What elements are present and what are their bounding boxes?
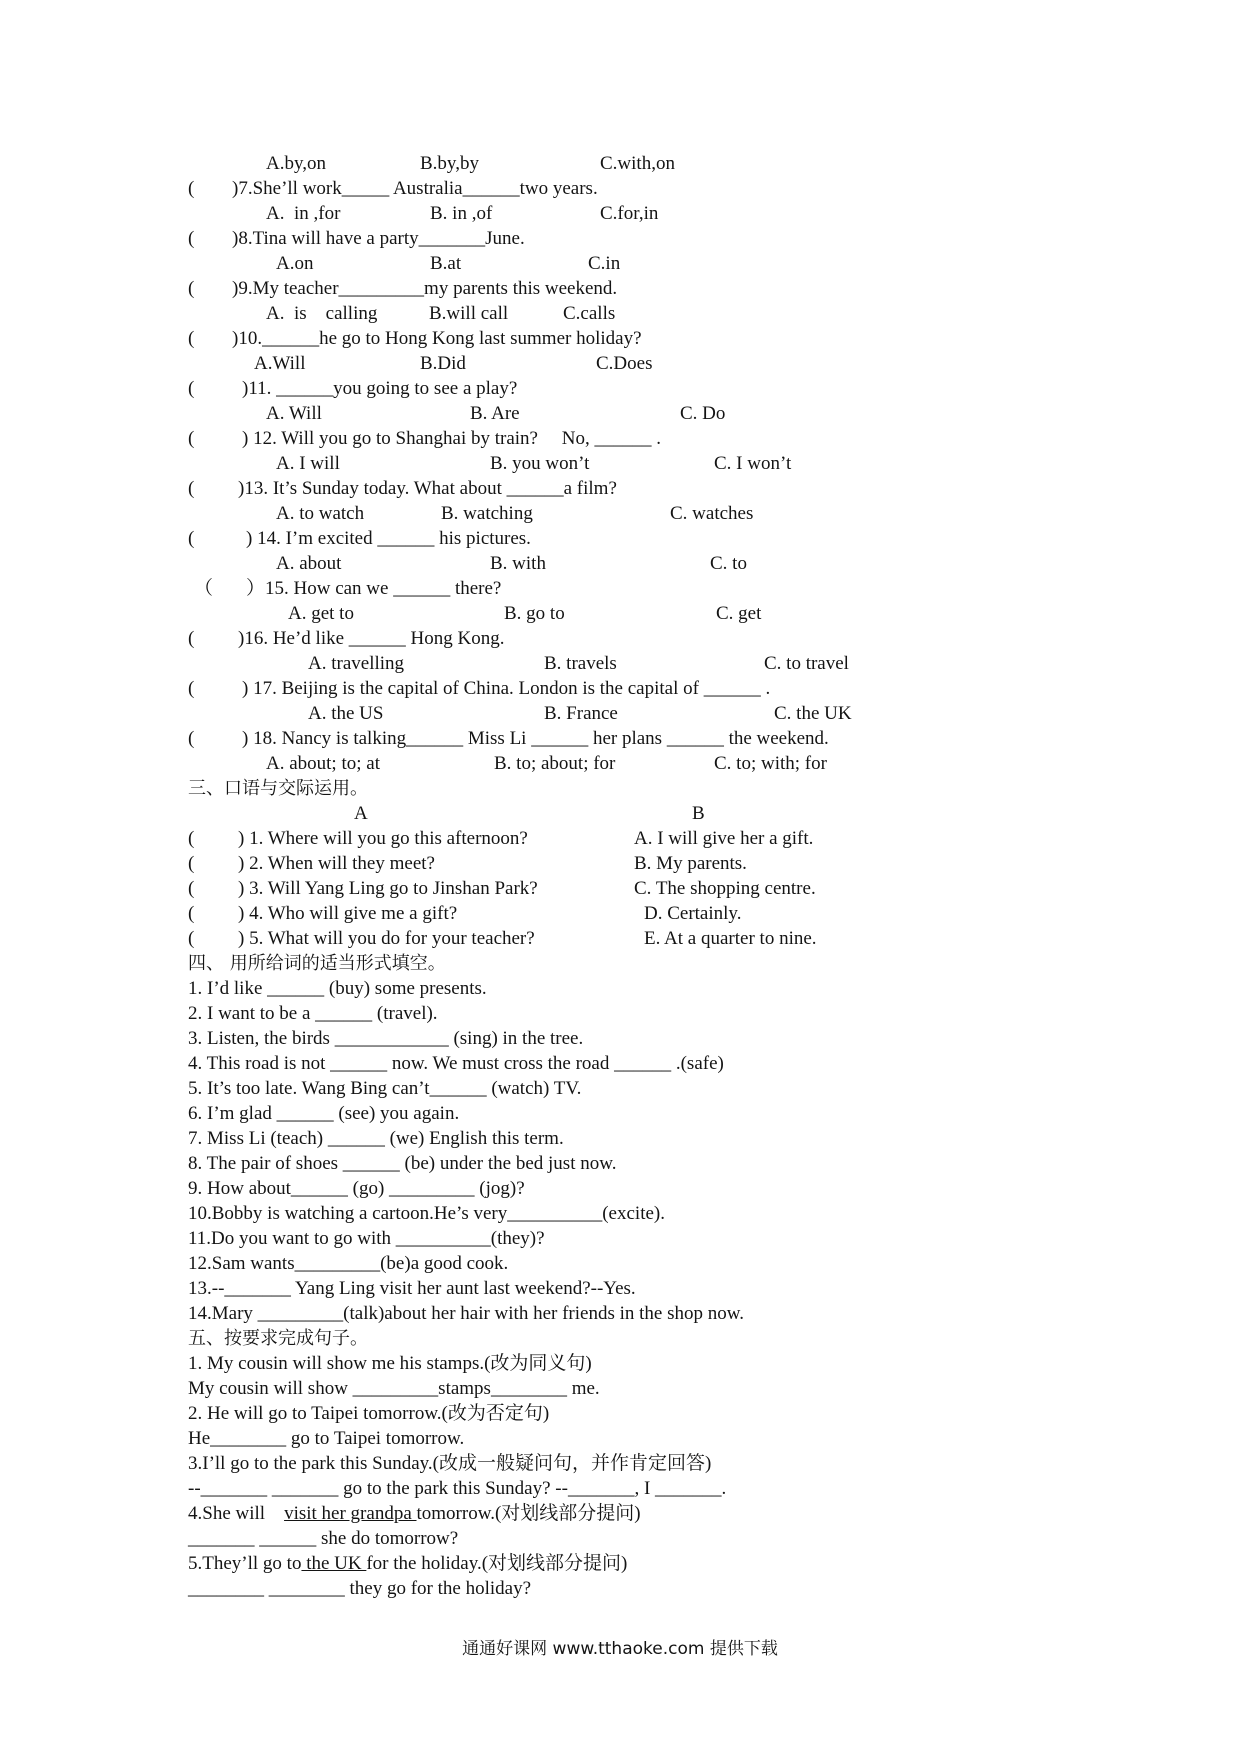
fill-item-9: 9. How about______ (go) _________ (jog)? [188, 1178, 525, 1199]
matching-answer: A. I will give her a gift. [634, 828, 814, 849]
answer-bracket[interactable]: ( [188, 178, 195, 199]
answer-bracket[interactable]: ( [188, 278, 195, 299]
matching-row-5 [188, 926, 817, 951]
fill-item-6: 6. I’m glad ______ (see) you again. [188, 1103, 460, 1124]
option-a: A.by,on [266, 153, 326, 174]
matching-question: ) 1. Where will you go this afternoon? [238, 828, 528, 849]
transform-2-prompt: 2. He will go to Taipei tomorrow.(改为否定句) [188, 1403, 550, 1424]
answer-bracket[interactable]: ( [188, 928, 195, 949]
question-stem: ) 12. Will you go to Shanghai by train? No, ______ . [242, 428, 661, 449]
option-c: C. to; with; for [714, 753, 827, 774]
answer-bracket[interactable]: ( [188, 528, 195, 549]
option-b: B.by,by [420, 153, 479, 174]
fill-item-7: 7. Miss Li (teach) ______ (we) English this term. [188, 1128, 564, 1149]
question-10 [188, 326, 642, 351]
option-a: A. the US [308, 703, 384, 724]
transform-4-answer: _______ ______ she do tomorrow? [188, 1528, 459, 1549]
answer-bracket[interactable]: ( [188, 728, 195, 749]
column-a-header: A [354, 803, 368, 824]
section-3-title: 三、口语与交际运用。 [188, 778, 368, 799]
underlined-part: the UK [301, 1553, 367, 1574]
option-c: C. watches [670, 503, 754, 524]
fill-item-11: 11.Do you want to go with __________(they)? [188, 1228, 545, 1249]
option-c: C. to [710, 553, 747, 574]
matching-question: ) 3. Will Yang Ling go to Jinshan Park? [238, 878, 538, 899]
fill-item-3: 3. Listen, the birds ____________ (sing) in the tree. [188, 1028, 584, 1049]
fill-item-5: 5. It’s too late. Wang Bing can’t______ (watch) TV. [188, 1078, 582, 1099]
answer-bracket[interactable]: ( [188, 878, 195, 899]
question-11 [188, 376, 517, 401]
question-stem: )13. It’s Sunday today. What about ______a film? [238, 478, 617, 499]
matching-row-4 [188, 901, 742, 926]
matching-question: ) 2. When will they meet? [238, 853, 435, 874]
transform-3-prompt: 3.I’ll go to the park this Sunday.(改成一般疑问句，并作肯定回答) [188, 1453, 712, 1474]
option-b: B.at [430, 253, 462, 274]
option-c: C. get [716, 603, 762, 624]
transform-4-prompt [188, 1501, 641, 1526]
fill-item-4: 4. This road is not ______ now. We must cross the road ______ .(safe) [188, 1053, 724, 1074]
matching-row-3 [188, 876, 816, 901]
matching-question: ) 5. What will you do for your teacher? [238, 928, 535, 949]
prompt-text: for the holiday.(对划线部分提问) [366, 1553, 628, 1574]
transform-3-answer: --_______ _______ go to the park this Sunday? --_______, I _______. [188, 1478, 727, 1499]
question-stem: )8.Tina will have a party_______June. [232, 228, 525, 249]
question-18 [188, 726, 829, 751]
option-a: A. I will [276, 453, 340, 474]
question-14 [188, 526, 531, 551]
transform-2-answer: He________ go to Taipei tomorrow. [188, 1428, 465, 1449]
question-stem: ) 17. Beijing is the capital of China. London is the capital of ______ . [242, 678, 771, 699]
answer-bracket[interactable]: ( [188, 428, 195, 449]
question-stem: )11. ______you going to see a play? [242, 378, 518, 399]
question-15 [194, 576, 501, 601]
option-b: B. travels [544, 653, 617, 674]
transform-5-answer: ________ ________ they go for the holiday? [188, 1578, 532, 1599]
option-c: C. Do [680, 403, 726, 424]
transform-1-prompt: 1. My cousin will show me his stamps.(改为同义句) [188, 1353, 592, 1374]
section-4-title: 四、 用所给词的适当形式填空。 [188, 953, 446, 974]
matching-question: ) 4. Who will give me a gift? [238, 903, 458, 924]
option-a: A.Will [254, 353, 306, 374]
answer-bracket[interactable]: （ [194, 578, 214, 599]
column-b-header: B [692, 803, 705, 824]
answer-bracket[interactable]: ( [188, 853, 195, 874]
matching-row-1 [188, 826, 814, 851]
fill-item-13: 13.--_______ Yang Ling visit her aunt last weekend?--Yes. [188, 1278, 636, 1299]
transform-1-answer: My cousin will show _________stamps________ me. [188, 1378, 600, 1399]
answer-bracket[interactable]: ( [188, 903, 195, 924]
option-b: B.Did [420, 353, 466, 374]
option-b: B.will call [429, 303, 509, 324]
question-13 [188, 476, 617, 501]
matching-answer: C. The shopping centre. [634, 878, 816, 899]
question-stem: ) 18. Nancy is talking______ Miss Li ______ her plans ______ the weekend. [242, 728, 829, 749]
fill-item-8: 8. The pair of shoes ______ (be) under the bed just now. [188, 1153, 617, 1174]
option-c: C.with,on [600, 153, 675, 174]
option-a: A. about [276, 553, 342, 574]
question-stem: )16. He’d like ______ Hong Kong. [238, 628, 505, 649]
answer-bracket[interactable]: ( [188, 328, 195, 349]
fill-item-14: 14.Mary _________(talk)about her hair with her friends in the shop now. [188, 1303, 744, 1324]
option-a: A. to watch [276, 503, 365, 524]
fill-item-10: 10.Bobby is watching a cartoon.He’s very__________(excite). [188, 1203, 665, 1224]
prompt-text: 5.They’ll go to [188, 1553, 302, 1574]
page-footer: 通通好课网 www.tthaoke.com 提供下载 [462, 1639, 778, 1659]
fill-item-12: 12.Sam wants_________(be)a good cook. [188, 1253, 509, 1274]
question-stem: ) 14. I’m excited ______ his pictures. [246, 528, 531, 549]
option-b: B. to; about; for [494, 753, 616, 774]
option-c: C.Does [596, 353, 653, 374]
question-8 [188, 226, 525, 251]
option-a: A.on [276, 253, 314, 274]
matching-answer: D. Certainly. [644, 903, 742, 924]
question-stem: )9.My teacher_________my parents this weekend. [232, 278, 618, 299]
option-a: A. about; to; at [266, 753, 380, 774]
answer-bracket[interactable]: ( [188, 628, 195, 649]
answer-bracket[interactable]: ( [188, 678, 195, 699]
option-b: B. in ,of [430, 203, 493, 224]
option-c: C. the UK [774, 703, 852, 724]
option-b: B. France [544, 703, 618, 724]
matching-row-2 [188, 851, 747, 876]
answer-bracket[interactable]: ( [188, 478, 195, 499]
option-c: C. I won’t [714, 453, 792, 474]
option-b: B. with [490, 553, 546, 574]
question-17 [188, 676, 770, 701]
matching-answer: E. At a quarter to nine. [644, 928, 817, 949]
answer-bracket[interactable]: ( [188, 378, 195, 399]
matching-answer: B. My parents. [634, 853, 747, 874]
answer-bracket[interactable]: ( [188, 828, 195, 849]
option-b: B. you won’t [490, 453, 590, 474]
question-7 [188, 176, 598, 201]
option-b: B. watching [441, 503, 533, 524]
option-a: A. get to [288, 603, 354, 624]
underlined-part: visit her grandpa [284, 1503, 417, 1524]
option-a: A. travelling [308, 653, 405, 674]
option-c: C. to travel [764, 653, 849, 674]
option-a: A. in ,for [266, 203, 341, 224]
option-c: C.in [588, 253, 621, 274]
question-12 [188, 426, 661, 451]
question-stem: )7.She’ll work_____ Australia______two years. [232, 178, 598, 199]
fill-item-1: 1. I’d like ______ (buy) some presents. [188, 978, 487, 999]
question-stem: )10.______he go to Hong Kong last summer holiday? [232, 328, 642, 349]
option-b: B. go to [504, 603, 565, 624]
option-b: B. Are [470, 403, 520, 424]
prompt-text: tomorrow.(对划线部分提问) [416, 1503, 641, 1524]
section-5-title: 五、按要求完成句子。 [188, 1328, 368, 1349]
option-c: C.calls [563, 303, 616, 324]
fill-item-2: 2. I want to be a ______ (travel). [188, 1003, 438, 1024]
question-16 [188, 626, 505, 651]
option-c: C.for,in [600, 203, 659, 224]
transform-5-prompt [188, 1551, 627, 1576]
option-a: A. Will [266, 403, 322, 424]
question-9 [188, 276, 617, 301]
question-stem: ）15. How can we ______ there? [246, 578, 502, 599]
option-a: A. is calling [266, 303, 378, 324]
answer-bracket[interactable]: ( [188, 228, 195, 249]
prompt-text: 4.She will [188, 1503, 285, 1524]
